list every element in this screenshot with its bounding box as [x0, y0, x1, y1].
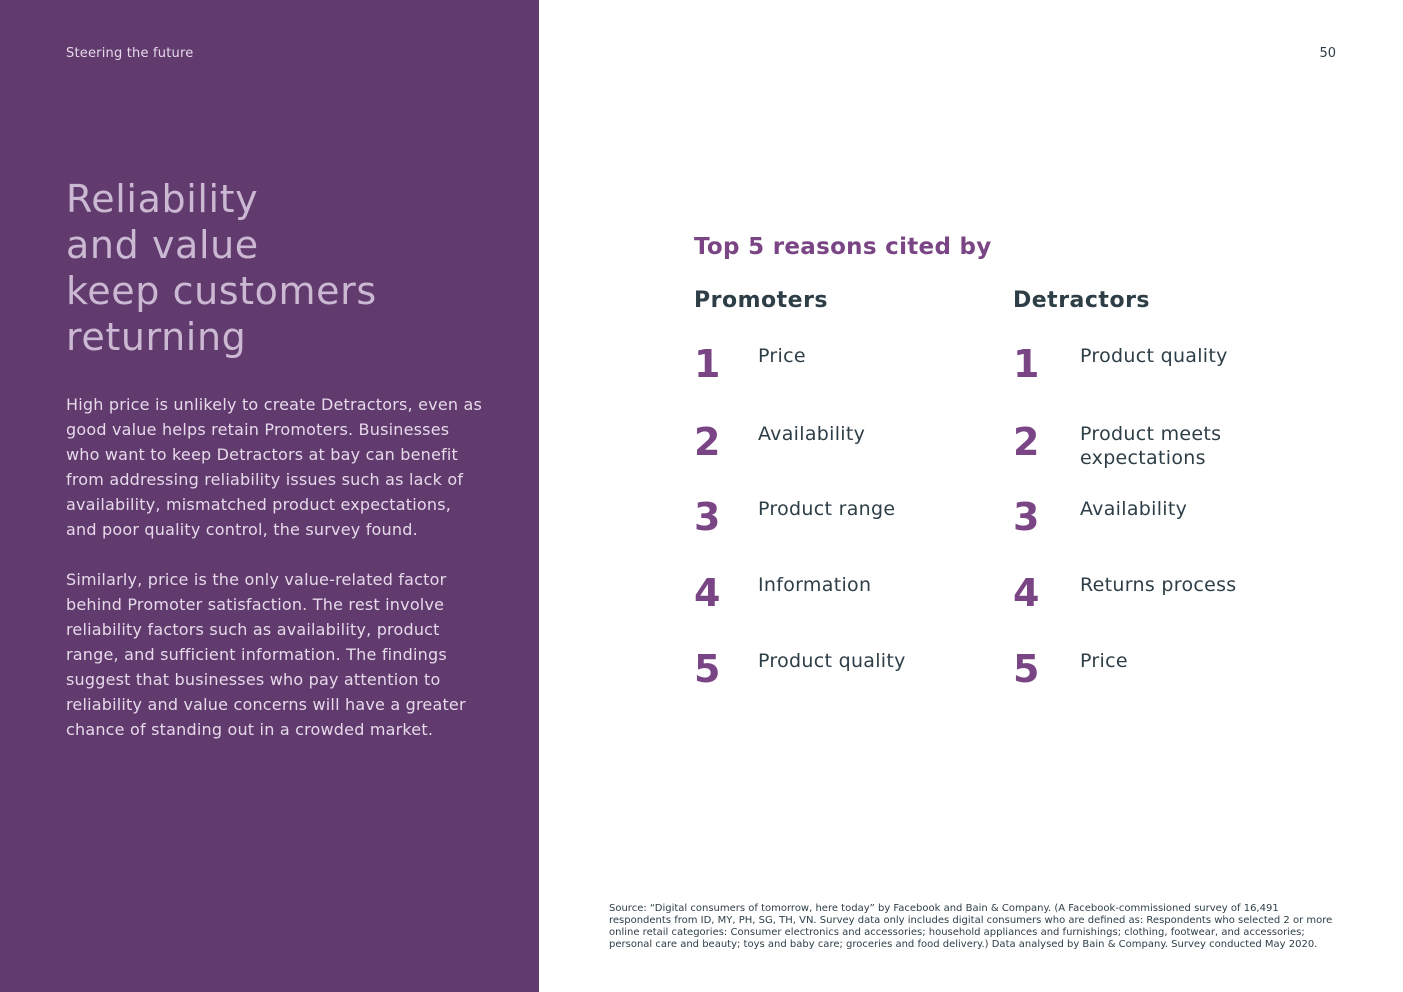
reason-label: Price [758, 345, 806, 367]
reason-label: Product quality [758, 650, 906, 672]
headline-line: Reliability [66, 177, 259, 221]
page-headline [66, 176, 506, 360]
rank-number: 1 [694, 342, 721, 386]
body-paragraph: High price is unlikely to create Detractors, even as good value helps retain Promoters. Businesses who want to keep Detractors at bay can benefit from addressing reliability issues such as lack of availability, mismatched product expectations, and poor quality control, the survey found. [66, 395, 483, 539]
reason-label: Product meets expectations [1080, 423, 1222, 469]
rank-number: 5 [1013, 647, 1040, 691]
body-paragraph: Similarly, price is the only value-related factor behind Promoter satisfaction. The rest involve reliability factors such as availability, product range, and sufficient information. The findings suggest that businesses who pay attention to reliability and value concerns will have a greater chance of standing out in a crowded market. [66, 570, 466, 739]
reason-label: Availability [1080, 498, 1188, 520]
running-title: Steering the future [66, 46, 194, 61]
rank-number: 5 [694, 647, 721, 691]
source-note: Source: “Digital consumers of tomorrow, here today” by Facebook and Bain & Company. (A Facebook-commissioned survey of 16,491 respondents from ID, MY, PH, SG, TH, VN. Survey data only includes digital consumers who are defined as: Respondents who selected 2 or more online retail categories: Consumer electronics and accessories; household appliances and furnishings; clothing, footwear, and accessories; personal care and beauty; toys and baby care; groceries and food delivery.) Data analysed by Bain & Company. Survey conducted May 2020. [609, 903, 1333, 950]
rank-number: 4 [694, 571, 721, 615]
reasons-heading: Top 5 reasons cited by [694, 234, 992, 260]
body-copy [66, 392, 486, 767]
headline-line: and value [66, 223, 259, 267]
rank-number: 3 [694, 495, 721, 539]
rank-number: 4 [1013, 571, 1040, 615]
rank-number: 3 [1013, 495, 1040, 539]
reason-label: Information [758, 574, 872, 596]
headline-line: keep customers [66, 269, 377, 313]
reason-label: Returns process [1080, 574, 1237, 596]
reason-label: Product quality [1080, 345, 1228, 367]
reason-label: Availability [758, 423, 866, 445]
headline-line: returning [66, 315, 247, 359]
page-number: 50 [1319, 46, 1336, 61]
reason-label: Product range [758, 498, 896, 520]
rank-number: 1 [1013, 342, 1040, 386]
detractors-column [1013, 286, 1313, 691]
promoters-column [694, 286, 994, 691]
reason-label: Price [1080, 650, 1128, 672]
rank-number: 2 [694, 420, 721, 464]
promoters-title: Promoters [694, 288, 829, 313]
rank-number: 2 [1013, 420, 1040, 464]
left-panel [0, 0, 539, 992]
detractors-title: Detractors [1013, 288, 1151, 313]
